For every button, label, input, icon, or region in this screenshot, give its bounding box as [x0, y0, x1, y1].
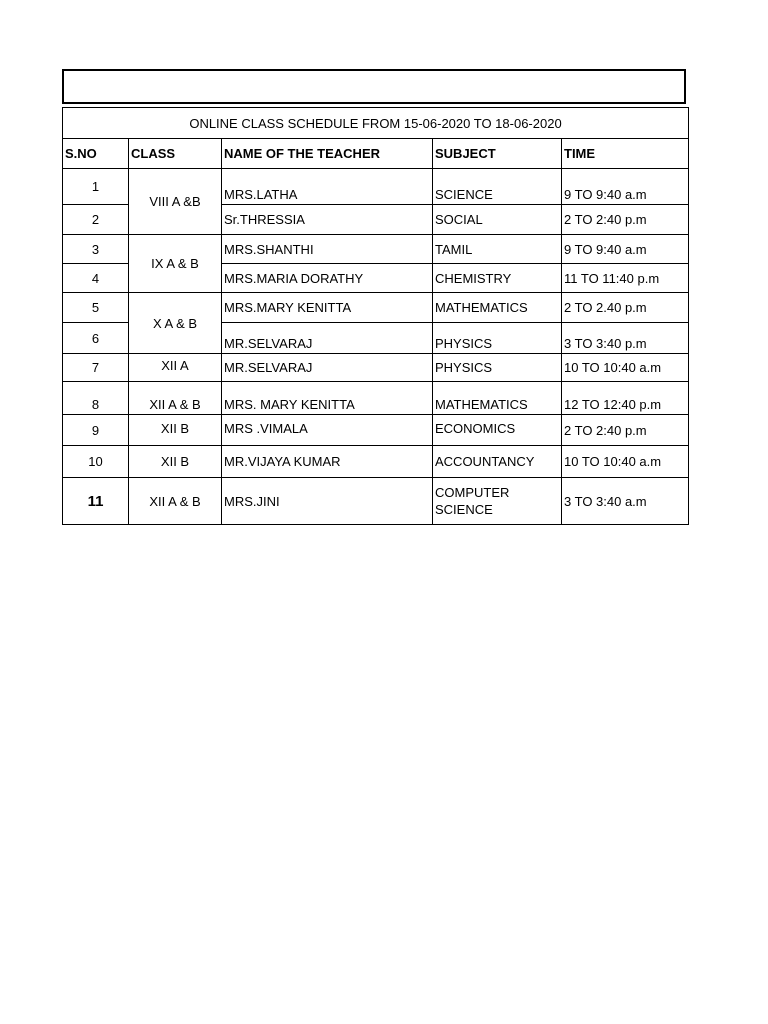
cell-subject: MATHEMATICS: [433, 293, 562, 323]
cell-sno: 4: [63, 264, 129, 293]
cell-teacher: MRS.MARY KENITTA: [222, 293, 433, 323]
cell-teacher: MRS.SHANTHI: [222, 235, 433, 264]
cell-teacher: MR.SELVARAJ: [222, 354, 433, 382]
title-box: [62, 69, 686, 104]
caption-row: [63, 108, 689, 139]
cell-class: X A & B: [129, 293, 222, 354]
cell-sno: 1: [63, 169, 129, 205]
cell-class: XII B: [129, 446, 222, 478]
table-row: [63, 169, 689, 205]
cell-teacher: MRS. MARY KENITTA: [222, 382, 433, 415]
cell-teacher: MRS .VIMALA: [222, 415, 433, 446]
schedule-caption: ONLINE CLASS SCHEDULE FROM 15-06-2020 TO 18-06-2020: [63, 108, 689, 139]
cell-class: XII A & B: [129, 382, 222, 415]
table-row: [63, 382, 689, 415]
cell-sno: 5: [63, 293, 129, 323]
cell-teacher: MRS.LATHA: [222, 169, 433, 205]
cell-class: VIII A &B: [129, 169, 222, 235]
cell-time: 3 TO 3:40 p.m: [562, 323, 689, 354]
header-time: TIME: [562, 139, 689, 169]
table-row: [63, 235, 689, 264]
cell-sno: 6: [63, 323, 129, 354]
cell-teacher: MRS.MARIA DORATHY: [222, 264, 433, 293]
table-row: [63, 478, 689, 525]
cell-subject: MATHEMATICS: [433, 382, 562, 415]
cell-subject: PHYSICS: [433, 323, 562, 354]
table-row: [63, 446, 689, 478]
table-row: [63, 293, 689, 323]
cell-time: 10 TO 10:40 a.m: [562, 446, 689, 478]
cell-time: 11 TO 11:40 p.m: [562, 264, 689, 293]
cell-subject: TAMIL: [433, 235, 562, 264]
cell-subject: ECONOMICS: [433, 415, 562, 446]
cell-subject: COMPUTER SCIENCE: [433, 478, 562, 525]
cell-teacher: MR.SELVARAJ: [222, 323, 433, 354]
cell-subject: SOCIAL: [433, 205, 562, 235]
cell-sno: 11: [63, 478, 129, 525]
cell-time: 10 TO 10:40 a.m: [562, 354, 689, 382]
header-subject: SUBJECT: [433, 139, 562, 169]
cell-class: XII A: [129, 354, 222, 382]
cell-time: 3 TO 3:40 a.m: [562, 478, 689, 525]
cell-subject: PHYSICS: [433, 354, 562, 382]
cell-time: 2 TO 2.40 p.m: [562, 293, 689, 323]
cell-time: 2 TO 2:40 p.m: [562, 415, 689, 446]
cell-teacher: MRS.JINI: [222, 478, 433, 525]
schedule-table: [62, 107, 689, 525]
cell-sno: 8: [63, 382, 129, 415]
cell-sno: 10: [63, 446, 129, 478]
cell-teacher: Sr.THRESSIA: [222, 205, 433, 235]
table-row: [63, 415, 689, 446]
cell-time: 12 TO 12:40 p.m: [562, 382, 689, 415]
cell-time: 9 TO 9:40 a.m: [562, 235, 689, 264]
header-class: CLASS: [129, 139, 222, 169]
cell-subject: CHEMISTRY: [433, 264, 562, 293]
header-sno: S.NO: [63, 139, 129, 169]
cell-time: 9 TO 9:40 a.m: [562, 169, 689, 205]
cell-time: 2 TO 2:40 p.m: [562, 205, 689, 235]
cell-class: XII A & B: [129, 478, 222, 525]
table-row: [63, 354, 689, 382]
cell-sno: 9: [63, 415, 129, 446]
cell-class: IX A & B: [129, 235, 222, 293]
cell-subject: SCIENCE: [433, 169, 562, 205]
cell-teacher: MR.VIJAYA KUMAR: [222, 446, 433, 478]
header-row: [63, 139, 689, 169]
cell-sno: 3: [63, 235, 129, 264]
cell-sno: 2: [63, 205, 129, 235]
cell-class: XII B: [129, 415, 222, 446]
header-teacher: NAME OF THE TEACHER: [222, 139, 433, 169]
cell-sno: 7: [63, 354, 129, 382]
cell-subject: ACCOUNTANCY: [433, 446, 562, 478]
